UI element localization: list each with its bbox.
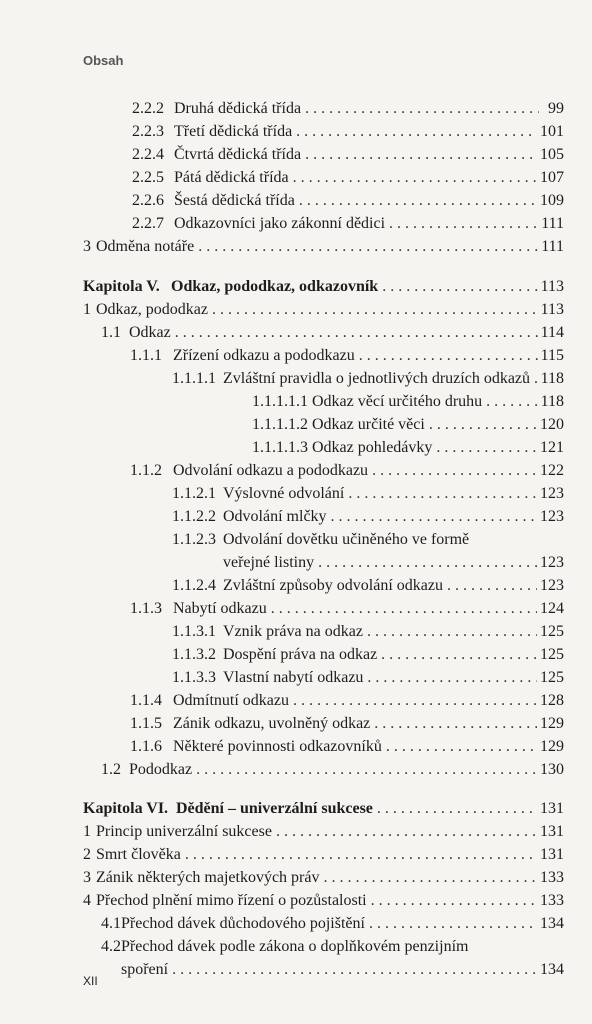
entry-title: Pátá dědická třída [174,169,289,186]
entry-title: Vlastní nabytí odkazu [223,669,364,686]
page-number: XII [83,974,98,988]
toc-entry[interactable] [252,439,564,457]
entry-number: 1.2 [101,761,121,778]
toc-entry[interactable] [172,623,564,641]
entry-title: Odvolání odkazu a pododkazu [173,462,369,479]
dot-leader [305,146,537,164]
entry-page: 111 [541,238,564,255]
entry-title: Druhá dědická třída [174,100,302,117]
toc-entry-first-line[interactable] [172,531,469,549]
toc-entry[interactable] [130,462,564,480]
dot-leader [382,278,537,296]
chapter-number: Kapitola VI. [83,800,169,817]
entry-page: 101 [540,123,564,140]
entry-title: Odkaz pohledávky [312,439,433,456]
entry-page: 133 [540,892,564,909]
entry-number: 1.1.3.1 [172,623,216,640]
entry-number: 3 [83,238,91,255]
entry-number: 1.1.1.1 [172,370,216,387]
entry-title: Vznik práva na odkaz [223,623,363,640]
dot-leader [185,846,537,864]
entry-number: 2.2.7 [132,215,164,232]
dot-leader [534,370,538,388]
dot-leader [196,761,537,779]
entry-title: Přechod dávek důchodového pojištění [121,915,365,932]
dot-leader [367,669,537,687]
entry-title: Dospění práva na odkaz [223,646,378,663]
dot-leader [369,915,537,933]
dot-leader [371,892,537,910]
entry-page: 129 [540,738,564,755]
entry-page: 118 [540,370,564,387]
entry-number: 1.1.2.3 [172,531,216,548]
toc-entry[interactable] [130,347,564,365]
entry-number: 1.1.1 [130,347,162,364]
dot-leader [359,347,538,365]
toc-entry[interactable] [83,846,564,864]
entry-number: 1.1 [101,324,121,341]
entry-number: 2.2.4 [132,146,164,163]
dot-leader [386,738,537,756]
entry-number: 2.2.3 [132,123,164,140]
running-header: Obsah [83,53,124,68]
toc-entry[interactable] [172,485,564,503]
entry-page: 109 [540,192,564,209]
entry-title: Odvolání dovětku učiněného ve formě [223,531,470,548]
entry-number: 4.1 [101,915,121,932]
entry-title: Přechod plnění mimo řízení o pozůstalosti [96,892,367,909]
toc-entry[interactable] [101,915,564,933]
entry-number: 1.1.1.1.1 [252,393,308,410]
toc-entry[interactable] [83,238,564,256]
entry-page: 113 [540,301,564,318]
entry-page: 105 [540,146,564,163]
entry-page: 114 [540,324,564,341]
chapter-title: Odkaz, pododkaz, odkazovník [171,278,379,295]
entry-title: Přechod dávek podle zákona o doplňkovém penzijním [121,938,469,955]
toc-entry[interactable] [130,600,564,618]
entry-page: 130 [540,761,564,778]
entry-title: Šestá dědická třída [174,192,295,209]
toc-entry[interactable] [132,192,564,210]
entry-number: 2.2.5 [132,169,164,186]
entry-title: Pododkaz [129,761,193,778]
entry-number: 1.1.2.1 [172,485,216,502]
chapter-entry[interactable] [83,278,564,296]
entry-title: Smrt člověka [96,846,181,863]
dot-leader [372,462,537,480]
entry-page: 115 [540,347,564,364]
entry-number: 1.1.2.2 [172,508,216,525]
entry-title: Zánik odkazu, uvolněný odkaz [173,715,371,732]
dot-leader [212,301,538,319]
entry-title: Odkaz [129,324,171,341]
dot-leader [175,324,538,342]
entry-page: 124 [540,600,564,617]
entry-title: Odkaz věcí určitého druhu [312,393,483,410]
entry-page: 134 [540,961,564,978]
entry-page: 131 [540,846,564,863]
dot-leader [447,577,537,595]
dot-leader [486,393,537,411]
toc-entry[interactable] [130,738,564,756]
entry-number: 1.1.1.1.2 [252,416,308,433]
entry-title: Nabytí odkazu [173,600,267,617]
entry-page: 111 [541,215,564,232]
dot-leader [318,554,537,572]
entry-page: 113 [540,278,564,295]
entry-title: Odmítnutí odkazu [173,692,289,709]
entry-page: 123 [540,577,564,594]
dot-leader [198,238,538,256]
dot-leader [436,439,537,457]
entry-page: 123 [540,485,564,502]
toc-entry[interactable] [172,669,564,687]
toc-entry[interactable] [83,823,564,841]
dot-leader [172,961,537,979]
entry-number: 4.2 [101,938,121,955]
entry-number: 1.1.4 [130,692,162,709]
entry-page: 122 [540,462,564,479]
entry-number: 2.2.2 [132,100,164,117]
toc-entry[interactable] [252,393,564,411]
dot-leader [348,485,537,503]
entry-number: 4 [83,892,91,909]
entry-title: Zřízení odkazu a pododkazu [173,347,355,364]
toc-entry[interactable] [132,215,564,233]
entry-page: 99 [548,100,564,117]
entry-page: 120 [540,416,564,433]
entry-title: Výslovné odvolání [223,485,345,502]
entry-number: 1.1.6 [130,738,162,755]
entry-number: 1.1.1.1.3 [252,439,308,456]
entry-page: 125 [540,669,564,686]
chapter-title: Dědění – univerzální sukcese [176,800,373,817]
entry-title: Čtvrtá dědická třída [174,146,302,163]
entry-page: 123 [540,508,564,525]
entry-page: 131 [540,800,564,817]
toc-entry-first-line[interactable] [101,938,468,956]
toc-entry[interactable] [172,508,564,526]
entry-title: Odkazovníci jako zákonní dědici [174,215,386,232]
dot-leader [323,869,537,887]
chapter-entry[interactable] [83,800,564,818]
toc-entry[interactable] [83,869,564,887]
toc-entry[interactable] [132,123,564,141]
dot-leader [293,169,537,187]
dot-leader [367,623,537,641]
dot-leader [271,600,537,618]
entry-page: 134 [540,915,564,932]
entry-number: 1.1.2.4 [172,577,216,594]
entry-title: Některé povinnosti odkazovníků [173,738,382,755]
entry-title: Odkaz, pododkaz [96,301,208,318]
entry-number: 1.1.2 [130,462,162,479]
toc-entry[interactable] [172,646,564,664]
dot-leader [429,416,537,434]
toc-entry[interactable] [132,146,564,164]
entry-title: Zvláštní způsoby odvolání odkazu [223,577,443,594]
toc-entry[interactable] [172,577,564,595]
entry-title: Třetí dědická třída [174,123,293,140]
dot-leader [381,646,537,664]
toc-entry[interactable] [252,416,564,434]
dot-leader [305,100,539,118]
entry-number: 1 [83,823,91,840]
entry-title: Odvolání mlčky [223,508,327,525]
entry-page: 131 [540,823,564,840]
entry-page: 107 [540,169,564,186]
toc-entry[interactable] [101,324,564,342]
toc-entry[interactable] [83,301,564,319]
dot-leader [299,192,537,210]
entry-page: 129 [540,715,564,732]
entry-page: 128 [540,692,564,709]
entry-number: 3 [83,869,91,886]
toc-entry[interactable] [132,100,564,118]
entry-title-continued: veřejné listiny [223,554,315,571]
entry-title: Zvláštní pravidla o jednotlivých druzích odkazů [223,370,531,387]
dot-leader [331,508,537,526]
entry-page: 125 [540,646,564,663]
entry-page: 118 [540,393,564,410]
toc-entry[interactable] [130,692,564,710]
entry-number: 1.1.3.3 [172,669,216,686]
toc-entry[interactable] [101,761,564,779]
entry-page: 133 [540,869,564,886]
entry-title-continued: spoření [121,961,169,978]
entry-number: 2 [83,846,91,863]
entry-number: 2.2.6 [132,192,164,209]
dot-leader [377,800,537,818]
toc-entry[interactable] [121,961,564,979]
chapter-number: Kapitola V. [83,278,160,295]
entry-title: Zánik některých majetkových práv [96,869,320,886]
dot-leader [293,692,537,710]
toc-entry[interactable] [130,715,564,733]
entry-title: Odměna notáře [96,238,195,255]
entry-page: 121 [540,439,564,456]
toc-entry[interactable] [83,892,564,910]
entry-page: 125 [540,623,564,640]
dot-leader [389,215,538,233]
entry-number: 1.1.3 [130,600,162,617]
dot-leader [374,715,537,733]
toc-entry[interactable] [132,169,564,187]
entry-title: Odkaz určité věci [312,416,425,433]
entry-number: 1 [83,301,91,318]
entry-number: 1.1.3.2 [172,646,216,663]
toc-entry[interactable] [172,370,564,388]
entry-number: 1.1.5 [130,715,162,732]
dot-leader [296,123,537,141]
entry-title: Princip univerzální sukcese [96,823,272,840]
dot-leader [276,823,537,841]
toc-entry[interactable] [223,554,564,572]
entry-page: 123 [540,554,564,571]
